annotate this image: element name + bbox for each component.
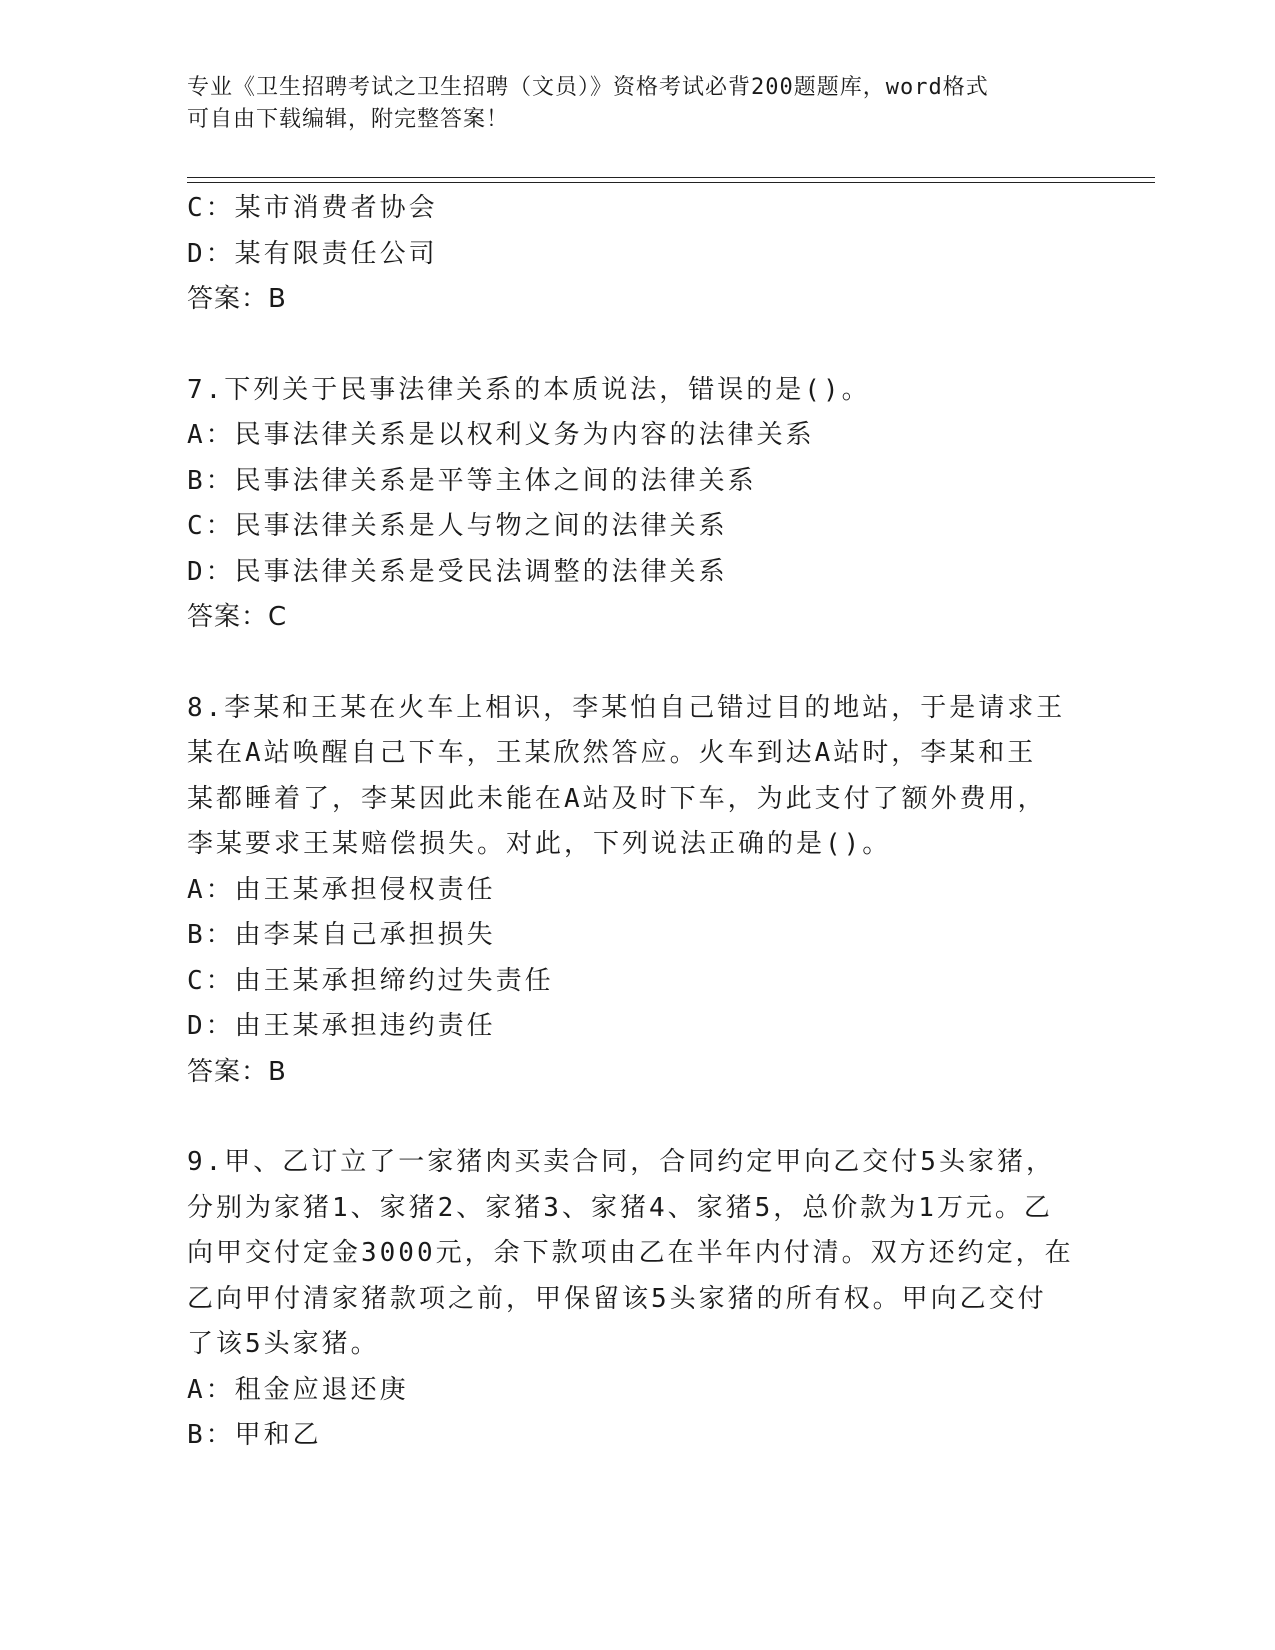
option-b: B：民事法律关系是平等主体之间的法律关系 — [187, 465, 757, 496]
header-rule-top — [187, 177, 1155, 178]
header-rule-bottom — [187, 182, 1155, 183]
option-a: A：民事法律关系是以权利义务为内容的法律关系 — [187, 420, 815, 450]
option-c: C：民事法律关系是人与物之间的法律关系 — [187, 511, 728, 541]
option-d: D：由王某承担违约责任 — [187, 1011, 496, 1041]
page-header — [187, 72, 1087, 136]
answer-line: 答案：B — [187, 284, 287, 314]
option-d: D：民事法律关系是受民法调整的法律关系 — [187, 556, 728, 587]
header-line-1: 专业《卫生招聘考试之卫生招聘（文员）》资格考试必背200题题库，word格式 — [187, 75, 989, 100]
answer-line: 答案：C — [187, 602, 288, 632]
question-stem-line: 了该5头家猪。 — [187, 1329, 380, 1359]
option-d: D：某有限责任公司 — [187, 238, 438, 269]
question-stem-line: 9.甲、乙订立了一家猪肉买卖合同，合同约定甲向乙交付5头家猪， — [187, 1147, 1055, 1177]
question-stem-line: 8.李某和王某在火车上相识，李某怕自己错过目的地站，于是请求王 — [187, 692, 1066, 723]
question-block-6 — [187, 186, 1087, 323]
option-a: A：由王某承担侵权责任 — [187, 874, 496, 905]
answer-line: 答案：B — [187, 1056, 287, 1087]
question-stem-line: 某都睡着了，李某因此未能在A站及时下车，为此支付了额外费用， — [187, 783, 1047, 814]
question-stem-line: 向甲交付定金3000元，余下款项由乙在半年内付清。双方还约定，在 — [187, 1238, 1074, 1268]
option-a: A：租金应退还庚 — [187, 1374, 409, 1405]
question-stem: 7.下列关于民事法律关系的本质说法，错误的是()。 — [187, 374, 871, 405]
option-c: C：某市消费者协会 — [187, 193, 438, 223]
question-block-8 — [187, 686, 1087, 1096]
header-line-2: 可自由下载编辑，附完整答案！ — [187, 107, 510, 132]
question-stem-line: 分别为家猪1、家猪2、家猪3、家猪4、家猪5，总价款为1万元。乙 — [187, 1192, 1053, 1223]
option-b: B：由李某自己承担损失 — [187, 920, 496, 950]
question-stem-line: 某在A站唤醒自己下车，王某欣然答应。火车到达A站时，李某和王 — [187, 738, 1037, 768]
option-c: C：由王某承担缔约过失责任 — [187, 965, 554, 996]
question-stem-line: 李某要求王某赔偿损失。对此，下列说法正确的是()。 — [187, 829, 892, 859]
document-body — [187, 186, 1087, 1459]
question-block-9 — [187, 1140, 1087, 1459]
question-block-7 — [187, 368, 1087, 641]
question-stem-line: 乙向甲付清家猪款项之前，甲保留该5头家猪的所有权。甲向乙交付 — [187, 1283, 1047, 1314]
option-b: B：甲和乙 — [187, 1420, 322, 1450]
